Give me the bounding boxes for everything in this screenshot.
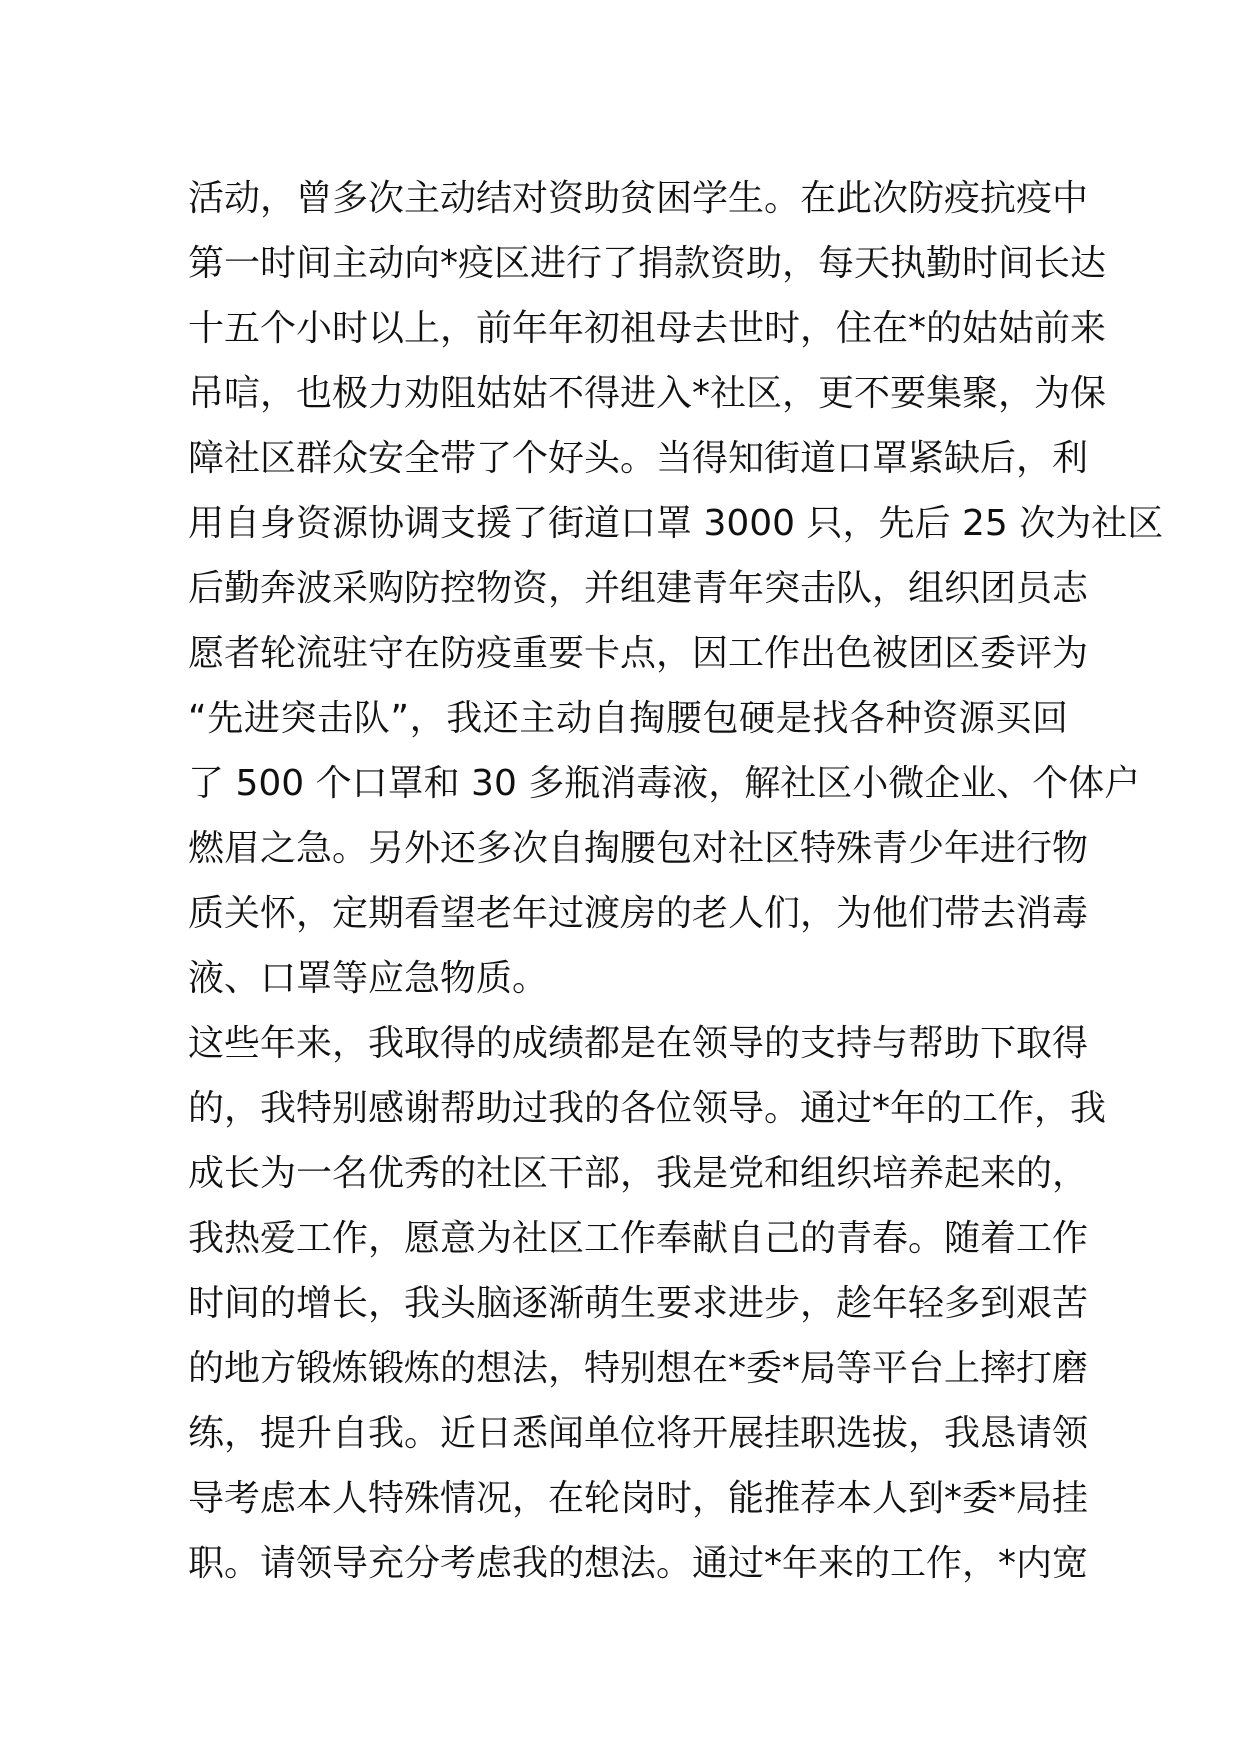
text-line: 用自身资源协调支援了街道口罩 3000 只，先后 25 次为社区 bbox=[188, 503, 1164, 544]
text-line: “先进突击队”，我还主动自掏腰包硬是找各种资源买回 bbox=[188, 698, 1068, 739]
text-line: 后勤奔波采购防控物资，并组建青年突击队，组织团员志 bbox=[188, 568, 1089, 609]
text-line: 吊唁，也极力劝阻姑姑不得进入*社区，更不要集聚，为保 bbox=[188, 373, 1107, 414]
text-line: 的地方锻炼锻炼的想法，特别想在*委*局等平台上摔打磨 bbox=[188, 1348, 1089, 1389]
text-line: 时间的增长，我头脑逐渐萌生要求进步，趁年轻多到艰苦 bbox=[188, 1283, 1089, 1324]
text-line: 成长为一名优秀的社区干部，我是党和组织培养起来的， bbox=[188, 1153, 1089, 1194]
text-line: 活动，曾多次主动结对资助贫困学生。在此次防疫抗疫中 bbox=[188, 178, 1089, 219]
document-body bbox=[188, 166, 1164, 1596]
text-line: 燃眉之急。另外还多次自掏腰包对社区特殊青少年进行物 bbox=[188, 828, 1089, 869]
text-line: 液、口罩等应急物质。 bbox=[188, 958, 549, 999]
text-line: 十五个小时以上，前年年初祖母去世时，住在*的姑姑前来 bbox=[188, 308, 1107, 349]
text-line: 我热爱工作，愿意为社区工作奉献自己的青春。随着工作 bbox=[188, 1218, 1089, 1259]
text-line: 导考虑本人特殊情况，在轮岗时，能推荐本人到*委*局挂 bbox=[188, 1478, 1089, 1519]
text-line: 职。请领导充分考虑我的想法。通过*年来的工作，*内宽 bbox=[188, 1543, 1089, 1584]
text-line: 的，我特别感谢帮助过我的各位领导。通过*年的工作，我 bbox=[188, 1088, 1107, 1129]
text-line: 这些年来，我取得的成绩都是在领导的支持与帮助下取得 bbox=[188, 1023, 1089, 1064]
text-line: 第一时间主动向*疫区进行了捐款资助，每天执勤时间长达 bbox=[188, 243, 1107, 284]
text-line: 愿者轮流驻守在防疫重要卡点，因工作出色被团区委评为 bbox=[188, 633, 1089, 674]
text-line: 障社区群众安全带了个好头。当得知街道口罩紧缺后，利 bbox=[188, 438, 1089, 479]
paragraph-2 bbox=[188, 1011, 1107, 1596]
text-line: 练，提升自我。近日悉闻单位将开展挂职选拔，我恳请领 bbox=[188, 1413, 1089, 1454]
paragraph-1 bbox=[188, 166, 1164, 1011]
text-line: 了 500 个口罩和 30 多瓶消毒液，解社区小微企业、个体户 bbox=[188, 763, 1141, 804]
text-line: 质关怀，定期看望老年过渡房的老人们，为他们带去消毒 bbox=[188, 893, 1089, 934]
